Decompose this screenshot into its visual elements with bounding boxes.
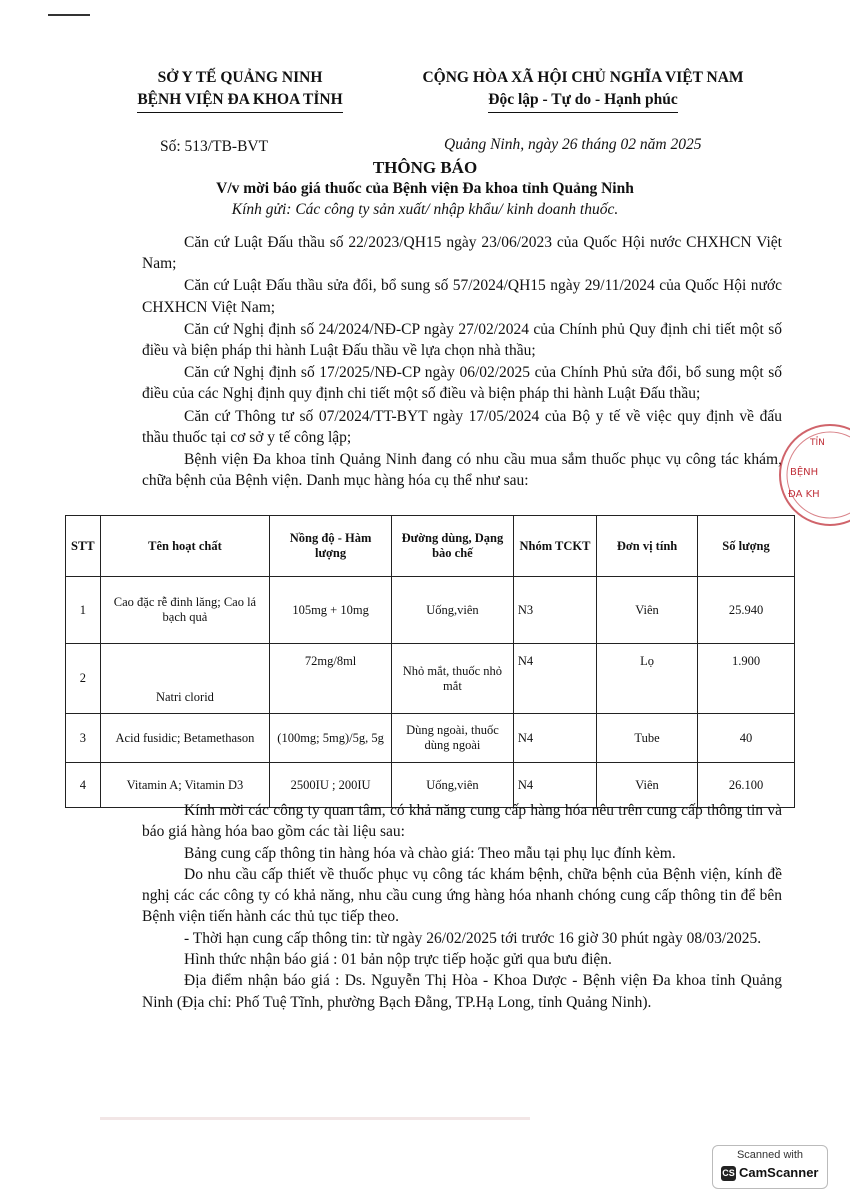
col-header-route-form: Đường dùng, Dạng bào chế bbox=[391, 516, 513, 577]
org-line2-text: BỆNH VIỆN ĐA KHOA TỈNH bbox=[137, 89, 342, 113]
cell-stt: 1 bbox=[66, 577, 101, 644]
nation-line1: CỘNG HÒA XÃ HỘI CHỦ NGHĨA VIỆT NAM bbox=[422, 69, 744, 86]
stamp-text-mid: BỆNH bbox=[790, 467, 819, 478]
cell-route-form: Uống,viên bbox=[391, 577, 513, 644]
cell-route-form: Uống,viên bbox=[391, 763, 513, 808]
paragraph: - Thời hạn cung cấp thông tin: từ ngày 26/02/2025 tới trước 16 giờ 30 phút ngày 08/03/2025. bbox=[184, 929, 762, 947]
document-number: Số: 513/TB-BVT bbox=[160, 138, 269, 155]
camscanner-badge bbox=[712, 1145, 828, 1189]
document-recipient: Kính gửi: Các công ty sản xuất/ nhập khẩu/ kinh doanh thuốc. bbox=[231, 201, 619, 218]
paragraph: Căn cứ Thông tư số 07/2024/TT-BYT ngày 17/05/2024 của Bộ y tế về việc quy định về đấu thầu thuốc tại cơ sở y tế công lập; bbox=[142, 407, 782, 446]
paragraph: Hình thức nhận báo giá : 01 bản nộp trực tiếp hoặc gửi qua bưu điện. bbox=[184, 951, 612, 969]
cell-stt: 4 bbox=[66, 763, 101, 808]
document-heading: THÔNG BÁO bbox=[372, 158, 478, 177]
cell-unit: Tube bbox=[597, 714, 698, 763]
cell-quantity: 26.100 bbox=[698, 763, 795, 808]
paragraph: Kính mời các công ty quan tâm, có khả năng cung cấp hàng hóa nêu trên cung cấp thông tin và báo giá hàng hóa bao gồm các tài liệu sau: bbox=[142, 802, 782, 841]
col-header-unit: Đơn vị tính bbox=[597, 516, 698, 577]
camscanner-logo-icon: CS bbox=[721, 1166, 736, 1181]
col-header-stt: STT bbox=[66, 516, 101, 577]
scan-mark bbox=[48, 14, 90, 16]
cell-unit: Viên bbox=[597, 763, 698, 808]
cell-unit: Viên bbox=[597, 577, 698, 644]
col-header-active-ingredient: Tên hoạt chất bbox=[100, 516, 270, 577]
cell-technical-group: N4 bbox=[513, 714, 596, 763]
stamp-text-bottom: ĐA KH bbox=[788, 489, 820, 500]
cell-technical-group: N4 bbox=[513, 763, 596, 808]
paragraph: Địa điểm nhận báo giá : Ds. Nguyễn Thị Hòa - Khoa Dược - Bệnh viện Đa khoa tỉnh Quảng Ninh (Địa chỉ: Phố Tuệ Tĩnh, phường Bạch Đằng, TP.Hạ Long, tỉnh Quảng Ninh). bbox=[142, 972, 782, 1011]
paragraph: Bệnh viện Đa khoa tỉnh Quảng Ninh đang có nhu cầu mua sắm thuốc phục vụ công tác khám, chữa bệnh của Bệnh viện. Danh mục hàng hóa cụ thể như sau: bbox=[142, 450, 782, 490]
table-row bbox=[66, 644, 795, 714]
cell-technical-group: N4 bbox=[513, 644, 596, 714]
cell-concentration: 105mg + 10mg bbox=[270, 577, 392, 644]
paragraph: Căn cứ Nghị định số 24/2024/NĐ-CP ngày 27/02/2024 của Chính phủ Quy định chi tiết một số điều và biện pháp thi hành Luật Đấu thầu về lựa chọn nhà thầu; bbox=[142, 320, 782, 360]
col-header-concentration: Nồng độ - Hàm lượng bbox=[270, 516, 392, 577]
red-stamp bbox=[768, 420, 850, 530]
issuing-organization bbox=[100, 67, 380, 113]
cell-quantity: 40 bbox=[698, 714, 795, 763]
nation-line2 bbox=[388, 89, 778, 113]
faint-scan-line bbox=[100, 1117, 530, 1120]
paragraph: Do nhu cầu cấp thiết về thuốc phục vụ công tác khám bệnh, chữa bệnh của Bệnh viện, kính đề nghị các các công ty có khả năng, nhu cầu cung ứng hàng hóa nhanh chóng cung cấp thông tin để bên Bệnh viện tiến hành các thủ tục tiếp theo. bbox=[142, 865, 782, 926]
national-header bbox=[388, 67, 778, 113]
cell-active-ingredient: Vitamin A; Vitamin D3 bbox=[100, 763, 270, 808]
medicine-table bbox=[65, 515, 795, 808]
closing-section bbox=[142, 800, 782, 1013]
cell-quantity: 1.900 bbox=[698, 644, 795, 714]
cell-concentration: 72mg/8ml bbox=[270, 644, 392, 714]
cell-active-ingredient: Cao đặc rễ đinh lăng; Cao lá bạch quả bbox=[100, 577, 270, 644]
stamp-text-top: TỈN bbox=[810, 438, 825, 448]
table-row bbox=[66, 577, 795, 644]
scanner-brand-text: CamScanner bbox=[739, 1165, 819, 1180]
scanner-caption: Scanned with bbox=[736, 1149, 804, 1161]
cell-technical-group: N3 bbox=[513, 577, 596, 644]
paragraph: Căn cứ Luật Đấu thầu số 22/2023/QH15 ngày 23/06/2023 của Quốc Hội nước CHXHCN Việt Nam; bbox=[142, 234, 782, 273]
nation-line2-text: Độc lập - Tự do - Hạnh phúc bbox=[488, 89, 677, 113]
paragraph: Căn cứ Luật Đấu thầu sửa đổi, bổ sung số 57/2024/QH15 ngày 29/11/2024 của Quốc Hội nước CHXHCN Việt Nam; bbox=[142, 277, 782, 316]
cell-route-form: Nhỏ mắt, thuốc nhỏ mắt bbox=[391, 644, 513, 714]
document-date: Quảng Ninh, ngày 26 tháng 02 năm 2025 bbox=[444, 136, 702, 153]
cell-route-form: Dùng ngoài, thuốc dùng ngoài bbox=[391, 714, 513, 763]
document-subject: V/v mời báo giá thuốc của Bệnh viện Đa khoa tỉnh Quảng Ninh bbox=[216, 180, 634, 197]
scanner-brand bbox=[721, 1165, 818, 1181]
cell-concentration: (100mg; 5mg)/5g, 5g bbox=[270, 714, 392, 763]
cell-active-ingredient: Natri clorid bbox=[100, 644, 270, 714]
cell-stt: 2 bbox=[66, 644, 101, 714]
col-header-quantity: Số lượng bbox=[698, 516, 795, 577]
cell-concentration: 2500IU ; 200IU bbox=[270, 763, 392, 808]
org-line2 bbox=[100, 89, 380, 113]
table-row bbox=[66, 714, 795, 763]
org-line1: SỞ Y TẾ QUẢNG NINH bbox=[157, 69, 323, 86]
cell-active-ingredient: Acid fusidic; Betamethason bbox=[100, 714, 270, 763]
paragraph: Căn cứ Nghị định số 17/2025/NĐ-CP ngày 06/02/2025 của Chính Phủ sửa đổi, bổ sung một số điều của các Nghị định quy định chi tiết một số điều và biện pháp thi hành Luật Đấu thầu; bbox=[142, 364, 782, 403]
cell-quantity: 25.940 bbox=[698, 577, 795, 644]
table-header-row bbox=[66, 516, 795, 577]
cell-stt: 3 bbox=[66, 714, 101, 763]
cell-unit: Lọ bbox=[597, 644, 698, 714]
legal-basis bbox=[142, 232, 782, 492]
paragraph: Bảng cung cấp thông tin hàng hóa và chào giá: Theo mẫu tại phụ lục đính kèm. bbox=[184, 844, 676, 862]
col-header-technical-group: Nhóm TCKT bbox=[513, 516, 596, 577]
